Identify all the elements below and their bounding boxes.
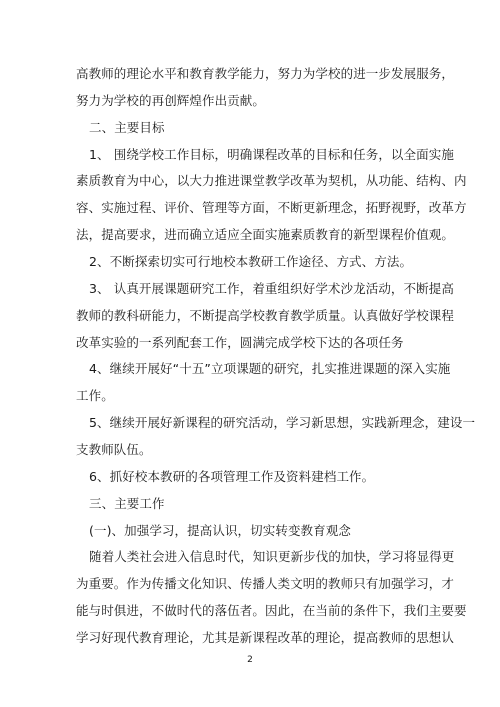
paragraph-line: 容、实施过程、评价、管理等方面，不断更新理念，拓野视野，改革方: [76, 200, 467, 215]
paragraph-line: 工作。: [76, 388, 114, 403]
paragraph-line: 教师的教科研能力，不断提高学校教育教学质量。认真做好学校课程: [76, 308, 455, 323]
paragraph-line: 学习好现代教育理论，尤其是新课程改革的理论，提高教师的思想认: [76, 630, 455, 645]
paragraph-line: 6、抓好校本教研的各项管理工作及资料建档工作。: [89, 469, 375, 484]
section-heading: 三、主要工作: [89, 496, 165, 511]
paragraph-line: 为重要。作为传播文化知识、传播人类文明的教师只有加强学习，才: [76, 576, 455, 591]
paragraph-line: 努力为学校的再创辉煌作出贡献。: [76, 93, 266, 108]
subsection-heading: (一)、加强学习，提高认识，切实转变教育观念: [89, 523, 351, 538]
paragraph-line: 4、继续开展好“十五”立项课题的研究，扎实推进课题的深入实施: [89, 361, 451, 376]
paragraph-line: 2、不断探索切实可行地校本教研工作途径、方式、方法。: [89, 254, 413, 269]
paragraph-line: 素质教育为中心，以大力推进课堂教学改革为契机，从功能、结构、内: [76, 173, 467, 188]
paragraph-line: 随着人类社会进入信息时代，知识更新步伐的加快，学习将显得更: [89, 549, 455, 564]
section-heading: 二、主要目标: [89, 120, 165, 135]
paragraph-line: 高教师的理论水平和教育教学能力，努力为学校的进一步发展服务，: [76, 66, 455, 81]
paragraph-line: 改革实验的一系列配套工作，圆满完成学校下达的各项任务: [76, 335, 404, 350]
page-number: 2: [247, 655, 253, 665]
paragraph-line: 3、 认真开展课题研究工作，着重组织好学术沙龙活动，不断提高: [89, 281, 454, 296]
paragraph-line: 能与时俱进，不做时代的落伍者。因此，在当前的条件下，我们主要要: [76, 603, 467, 618]
paragraph-line: 支教师队伍。: [76, 442, 152, 457]
paragraph-line: 法，提高要求，进而确立适应全面实施素质教育的新型课程价值观。: [76, 227, 455, 242]
paragraph-line: 1、 围绕学校工作目标，明确课程改革的目标和任务，以全面实施: [89, 147, 454, 162]
paragraph-line: 5、继续开展好新课程的研究活动，学习新思想，实践新理念，建设一: [89, 415, 476, 430]
